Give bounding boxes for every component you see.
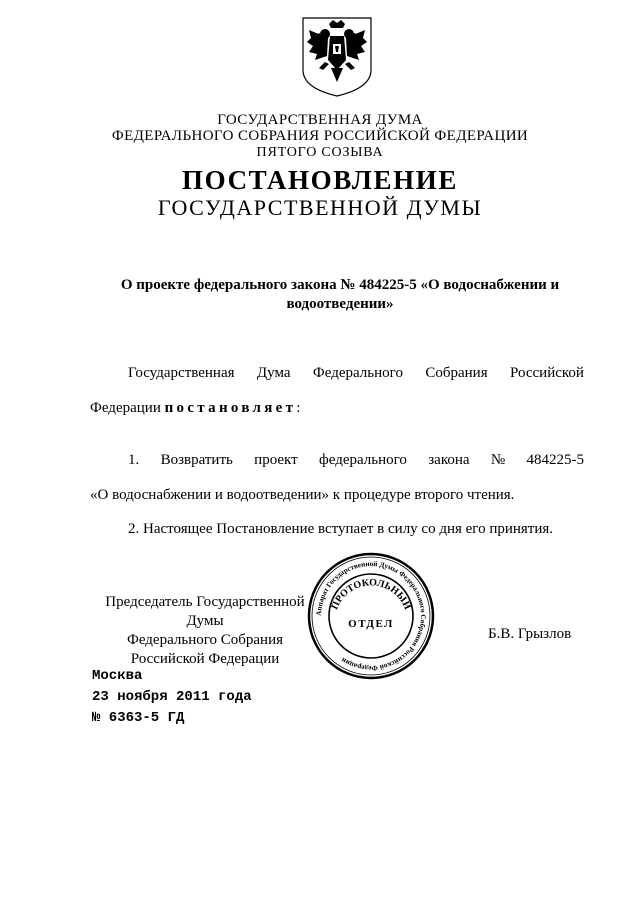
text: : xyxy=(296,400,301,416)
word: 1. xyxy=(128,452,140,468)
word: проект xyxy=(254,452,298,468)
paragraph-1-line-1 xyxy=(128,365,584,382)
stamp-ring-text: Аппарат Государственной Думы Федерального Собрания Российской Федерации xyxy=(314,559,428,673)
word: Российской xyxy=(510,365,584,381)
item-2: 2. Настоящее Постановление вступает в силу со дня его принятия. xyxy=(128,521,554,537)
subject-line-2: водоотведении» xyxy=(286,296,394,312)
item-1-line-2: «О водоснабжении и водоотведении» к процедуре второго чтения. xyxy=(90,487,515,503)
stamp-center-text: ОТДЕЛ xyxy=(348,618,394,630)
signatory-line-2: Федерального Собрания xyxy=(126,632,284,648)
document-city: Москва xyxy=(92,668,143,684)
word: Дума xyxy=(256,365,291,381)
signatory-title xyxy=(90,593,320,669)
word: Собрания xyxy=(425,365,488,381)
signatory-line-3: Российской Федерации xyxy=(130,651,280,667)
stamp-arc-text: ПРОТОКОЛЬНЫЙ xyxy=(329,577,413,612)
word: Государственная xyxy=(128,365,235,381)
header-line-1: ГОСУДАРСТВЕННАЯ ДУМА xyxy=(217,112,423,128)
word: закона xyxy=(428,452,470,468)
header-line-3: ПЯТОГО СОЗЫВА xyxy=(256,145,384,160)
document-title: ПОСТАНОВЛЕНИЕ xyxy=(182,165,458,195)
subject-line-1: О проекте федерального закона № 484225-5 «О водоснабжении и xyxy=(120,277,560,293)
document-subject xyxy=(70,276,610,314)
word: федерального xyxy=(319,452,407,468)
document-number: № 6363-5 ГД xyxy=(92,710,185,726)
double-headed-eagle-icon xyxy=(297,16,377,98)
header-line-2: ФЕДЕРАЛЬНОГО СОБРАНИЯ РОССИЙСКОЙ ФЕДЕРАЦИИ xyxy=(111,128,529,144)
official-stamp xyxy=(306,551,436,681)
signatory-name: Б.В. Грызлов xyxy=(488,626,572,642)
resolution-keyword: постановляет xyxy=(164,400,297,416)
text: Федерации xyxy=(90,400,161,416)
document-date: 23 ноября 2011 года xyxy=(92,689,252,705)
item-1-line-1 xyxy=(128,452,584,469)
word: 484225-5 xyxy=(526,452,584,468)
paragraph-1-line-2 xyxy=(90,400,300,417)
word: Федерального xyxy=(312,365,403,381)
signatory-line-1: Председатель Государственной Думы xyxy=(105,594,305,629)
word: № xyxy=(490,452,506,468)
word: Возвратить xyxy=(160,452,233,468)
document-subtitle: ГОСУДАРСТВЕННОЙ ДУМЫ xyxy=(157,195,483,220)
